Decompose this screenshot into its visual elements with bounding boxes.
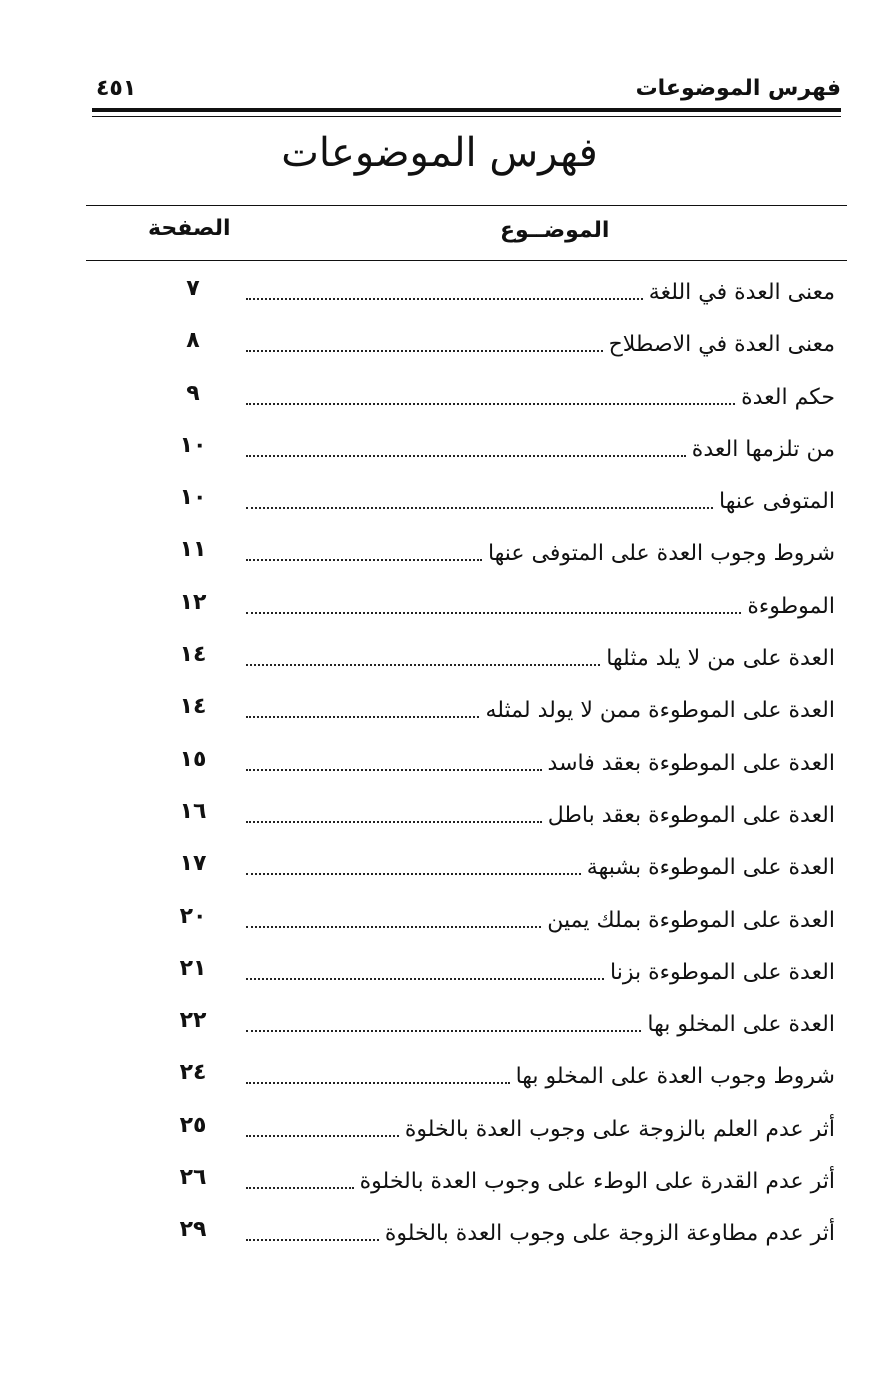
toc-entry-line <box>236 590 835 622</box>
toc-leader-dots <box>246 454 686 457</box>
table-of-contents <box>0 268 879 1262</box>
toc-entry-title: شروط وجوب العدة على المتوفى عنها <box>487 541 835 567</box>
toc-entry-page-number: ٩ <box>186 380 200 406</box>
toc-entry <box>0 791 879 843</box>
toc-entry-line <box>236 276 835 308</box>
toc-entry <box>0 1000 879 1052</box>
toc-entry-line <box>236 433 835 465</box>
toc-entry-line <box>236 642 835 674</box>
toc-entry-title: معنى العدة في اللغة <box>648 280 835 305</box>
running-header-page-number: ٤٥١ <box>96 76 137 101</box>
page-title: فهرس الموضوعات <box>281 130 598 176</box>
toc-entry-page-number: ١٤ <box>179 694 207 720</box>
toc-entry-title: معنى العدة في الاصطلاح <box>608 332 835 358</box>
toc-entry-title: العدة على الموطوءة بملك يمين <box>547 907 835 933</box>
toc-entry-page-number: ٧ <box>186 276 200 301</box>
toc-entry-page-number: ٨ <box>186 328 200 354</box>
toc-leader-dots <box>246 1134 399 1137</box>
toc-entry-title: الموطوءة <box>747 593 835 619</box>
toc-entry-page-number: ١٤ <box>179 642 207 668</box>
toc-entry-page-number: ٢٦ <box>179 1165 207 1191</box>
toc-entry <box>0 320 879 372</box>
toc-entry-title: المتوفى عنها <box>719 489 835 515</box>
toc-entry <box>0 634 879 686</box>
toc-entry-line <box>236 1113 835 1145</box>
toc-entry-line <box>236 1165 835 1197</box>
toc-entry-page-number: ١٦ <box>179 798 207 824</box>
toc-entry-title: أثر عدم مطاوعة الزوجة على وجوب العدة بالخلوة <box>384 1221 835 1247</box>
running-header <box>92 72 841 108</box>
toc-leader-dots <box>246 1186 354 1189</box>
toc-leader-dots <box>246 558 482 561</box>
header-rule-thin <box>92 116 841 117</box>
toc-entry <box>0 1157 879 1209</box>
toc-entry <box>0 268 879 320</box>
toc-leader-dots <box>246 1029 641 1032</box>
toc-leader-dots <box>246 768 542 771</box>
toc-entry-page-number: ١٢ <box>179 589 207 615</box>
toc-entry-page-number: ٢٢ <box>179 1008 207 1034</box>
toc-leader-dots <box>246 820 542 823</box>
toc-leader-dots <box>246 297 643 300</box>
toc-entry-page-number: ١٠ <box>179 432 207 458</box>
toc-entry-line <box>236 485 835 517</box>
toc-entry-line <box>236 694 835 726</box>
toc-entry-title: العدة على الموطوءة ممن لا يولد لمثله <box>485 698 835 724</box>
toc-entry-line <box>236 328 835 360</box>
toc-entry <box>0 477 879 529</box>
toc-entry-title: حكم العدة <box>741 384 835 410</box>
toc-entry-line <box>236 1217 835 1249</box>
toc-entry-line <box>236 747 835 779</box>
toc-leader-dots <box>246 977 604 980</box>
toc-entry-title: العدة على المخلو بها <box>647 1012 835 1038</box>
toc-entry-page-number: ٢٤ <box>179 1060 207 1086</box>
toc-entry-line <box>236 851 835 883</box>
toc-entry-page-number: ٢٥ <box>179 1112 207 1138</box>
toc-entry-title: العدة على الموطوءة بزنا <box>610 959 835 985</box>
toc-entry-page-number: ١٧ <box>179 851 207 877</box>
toc-entry-title: أثر عدم القدرة على الوطء على وجوب العدة بالخلوة <box>359 1169 835 1195</box>
toc-entry <box>0 843 879 895</box>
toc-leader-dots <box>246 872 581 875</box>
toc-entry <box>0 948 879 1000</box>
toc-entry-title: العدة على الموطوءة بشبهة <box>586 855 835 881</box>
toc-leader-dots <box>246 349 603 352</box>
toc-entry <box>0 1105 879 1157</box>
toc-entry-title: شروط وجوب العدة على المخلو بها <box>515 1064 835 1090</box>
toc-entry-page-number: ١٥ <box>179 746 207 772</box>
toc-entry <box>0 373 879 425</box>
toc-entry-page-number: ٢١ <box>179 955 207 981</box>
toc-entry-page-number: ١١ <box>179 537 207 563</box>
toc-entry <box>0 582 879 634</box>
column-header-rule-bottom <box>86 260 847 261</box>
toc-leader-dots <box>246 1238 379 1241</box>
column-header-page: الصفحة <box>148 216 231 241</box>
toc-leader-dots <box>246 402 735 405</box>
toc-leader-dots <box>246 663 600 666</box>
toc-entry-title: العدة على الموطوءة بعقد باطل <box>547 802 835 828</box>
column-header-rule-top <box>86 205 847 206</box>
toc-entry-line <box>236 956 835 988</box>
toc-leader-dots <box>246 715 479 718</box>
toc-entry <box>0 739 879 791</box>
running-header-title: فهرس الموضوعات <box>635 76 841 101</box>
toc-leader-dots <box>246 506 713 509</box>
toc-leader-dots <box>246 611 741 614</box>
toc-leader-dots <box>246 925 541 928</box>
header-rule-thick <box>92 108 841 112</box>
column-header-topic: الموضــوع <box>500 218 610 243</box>
toc-entry-line <box>236 1008 835 1040</box>
toc-entry <box>0 896 879 948</box>
toc-leader-dots <box>246 1081 510 1084</box>
toc-entry-title: أثر عدم العلم بالزوجة على وجوب العدة بالخلوة <box>404 1116 835 1142</box>
toc-entry-page-number: ٢٩ <box>179 1217 207 1243</box>
toc-entry <box>0 1209 879 1261</box>
toc-entry-title: العدة على من لا يلد مثلها <box>606 646 835 672</box>
toc-entry <box>0 425 879 477</box>
toc-entry <box>0 686 879 738</box>
toc-entry-title: العدة على الموطوءة بعقد فاسد <box>547 750 835 776</box>
toc-entry-page-number: ٢٠ <box>179 903 207 929</box>
toc-entry-line <box>236 904 835 936</box>
toc-entry-line <box>236 381 835 413</box>
toc-entry-line <box>236 537 835 569</box>
toc-entry <box>0 1052 879 1104</box>
toc-entry-line <box>236 799 835 831</box>
toc-entry-page-number: ١٠ <box>179 485 207 511</box>
toc-entry-title: من تلزمها العدة <box>691 436 835 462</box>
toc-entry-line <box>236 1060 835 1092</box>
toc-entry <box>0 529 879 581</box>
